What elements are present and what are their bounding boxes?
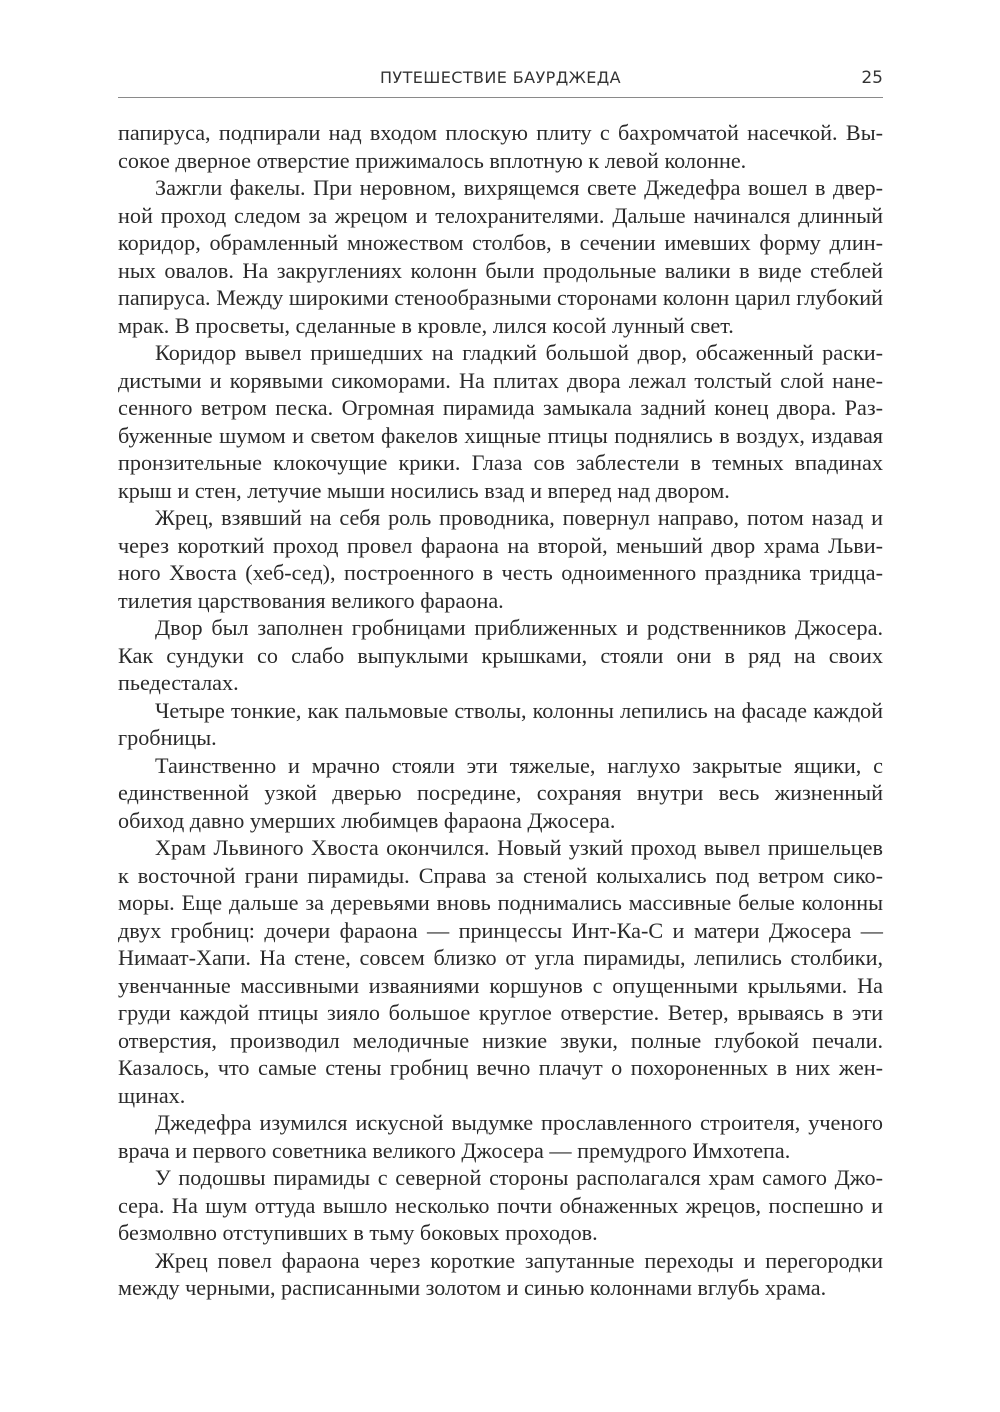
page-number: 25 (861, 68, 883, 88)
paragraph: папируса, подпирали над входом плоскую плиту с бахромчатой насечкой. Высокое дверное отверстие прижималось вплотную к левой колонне. (118, 120, 883, 173)
paragraph: Жрец, взявший на себя роль проводника, повернул направо, потом назад и через короткий проход провел фараона на второй, меньший двор храма Львиного Хвоста (хеб-сед), построенного в честь одноименного праздника тридцатилетия царствования великого фараона. (118, 505, 883, 613)
paragraph: Джедефра изумился искусной выдумке прославленного строителя, ученого врача и первого советника великого Джосера — премудрого Имхотепа. (118, 1110, 883, 1163)
running-head (118, 66, 883, 92)
paragraph: Храм Львиного Хвоста окончился. Новый узкий проход вывел пришельцев к восточной грани пирамиды. Справа за стеной колыхались под ветром сикоморы. Еще дальше за деревьями вновь поднимались массивные белые колонны двух гробниц: дочери фараона — принцессы Инт-Ка-С и матери Джосера — Нимаат-Хапи. На стене, совсем близко от угла пирамиды, лепились столбики, увенчанные массивными изваяниями коршунов с опущенными крыльями. На груди каждой птицы зияло большое круглое отверстие. Ветер, врываясь в эти отверстия, производил мелодичные низкие звуки, полные глубокой печали. Казалось, что самые стены гробниц вечно плачут о похороненных в них женщинах. (118, 835, 883, 1108)
paragraph: Коридор вывел пришедших на гладкий большой двор, обсаженный раскидистыми и корявыми сикоморами. На плитах двора лежал толстый слой нанесенного ветром песка. Огромная пирамида замыкала задний конец двора. Разбуженные шумом и светом факелов хищные птицы поднялись в воздух, издавая пронзительные клокочущие крики. Глаза сов заблестели в темных впадинах крыш и стен, летучие мыши носились взад и вперед над двором. (118, 340, 883, 503)
running-title: ПУТЕШЕСТВИЕ БАУРДЖЕДА (380, 68, 621, 87)
paragraph: Четыре тонкие, как пальмовые стволы, колонны лепились на фасаде каждой гробницы. (118, 697, 883, 750)
paragraph: Жрец повел фараона через короткие запутанные переходы и перегородки между черными, расписанными золотом и синью колоннами вглубь храма. (118, 1247, 883, 1300)
paragraph: Зажгли факелы. При неровном, вихрящемся свете Джедефра вошел в дверной проход следом за жрецом и телохранителями. Дальше начинался длинный коридор, обрамленный множеством столбов, в сечении имевших форму длинных овалов. На закруглениях колонн были продольные валики в виде стеблей папируса. Между широкими стенообразными сторонами колонн царил глубокий мрак. В просветы, сделанные в кровле, лился косой лунный свет. (118, 175, 883, 338)
paragraph: У подошвы пирамиды с северной стороны располагался храм самого Джосера. На шум оттуда вышло несколько почти обнаженных жрецов, поспешно и безмолвно отступивших в тьму боковых проходов. (118, 1165, 883, 1245)
header-rule (118, 97, 883, 98)
paragraph: Двор был заполнен гробницами приближенных и родственников Джосера. Как сундуки со слабо выпуклыми крышками, стояли они в ряд на своих пьедесталах. (118, 615, 883, 695)
paragraph: Таинственно и мрачно стояли эти тяжелые, наглухо закрытые ящики, с единственной узкой дверью посредине, сохраняя внутри весь жизненный обиход давно умерших любимцев фараона Джосера. (118, 752, 883, 833)
body-text (118, 119, 883, 1302)
